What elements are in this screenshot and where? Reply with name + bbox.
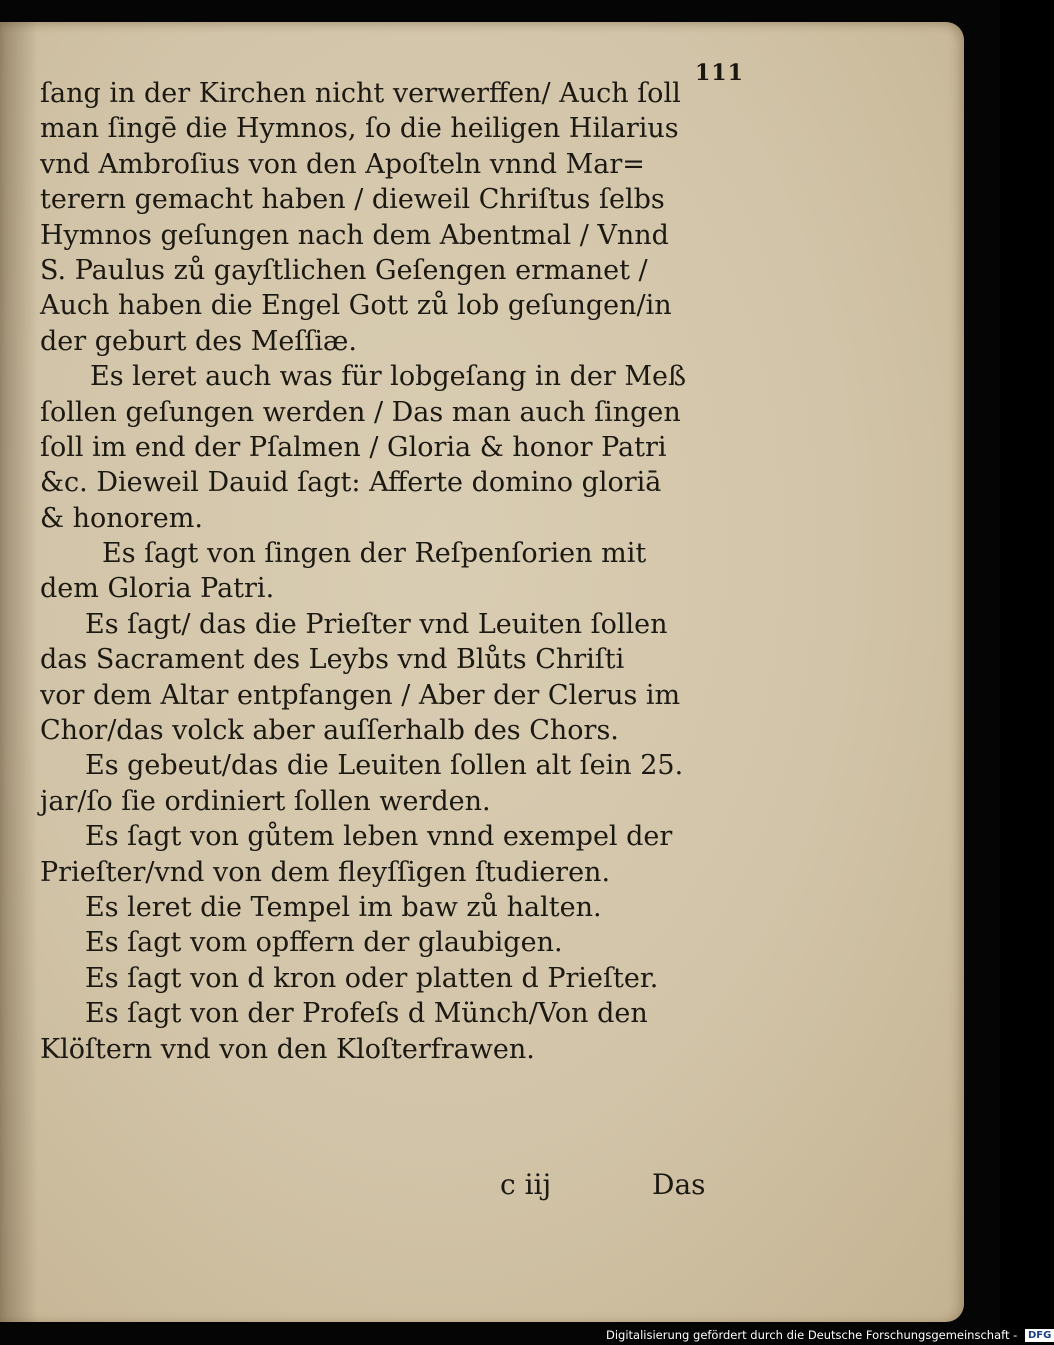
text-line: Hymnos geſungen nach dem Abentmal / Vnnd: [40, 219, 669, 251]
text-line: das Sacrament des Leybs vnd Blůts Chriſti: [40, 644, 625, 676]
dfg-logo: DFG: [1025, 1329, 1054, 1342]
paragraph-start-line: Es ſagt von ſingen der Reſpenſorien mit: [102, 538, 647, 570]
catchword: Das: [652, 1168, 706, 1201]
paragraph-start-line: Es ſagt vom opffern der glaubigen.: [85, 927, 563, 959]
text-line: Prieſter/vnd von dem fleyſſigen ſtudieren.: [40, 856, 611, 888]
signature-mark: c iij: [500, 1168, 552, 1201]
text-line: man ſingē die Hymnos, ſo die heiligen Hilarius: [40, 113, 679, 145]
paragraph-start-line: Es ſagt von der Profeſs d Münch/Von den: [85, 998, 648, 1030]
text-line: S. Paulus zů gayſtlichen Geſengen ermanet /: [40, 254, 648, 286]
paragraph-start-line: Es ſagt von gůtem leben vnnd exempel der: [85, 821, 673, 853]
text-line: dem Gloria Patri.: [40, 573, 275, 605]
text-line: jar/ſo ſie ordiniert ſollen werden.: [40, 785, 491, 817]
paragraph-start-line: Es leret auch was für lobgeſang in der Meß: [90, 361, 686, 393]
text-line: Chor/das volck aber auſſerhalb des Chors.: [40, 715, 619, 747]
text-line: ſoll im end der Pſalmen / Gloria & honor Patri: [40, 431, 667, 463]
text-line: ſollen geſungen werden / Das man auch ſingen: [40, 396, 681, 428]
credit-text: Digitalisierung gefördert durch die Deutsche Forschungsgemeinschaft -: [606, 1328, 1018, 1342]
digitization-credit: [606, 1328, 1054, 1342]
text-line: Auch haben die Engel Gott zů lob geſungen/in: [40, 290, 672, 322]
folio-number: 111: [695, 60, 744, 86]
body-text: [40, 76, 760, 1067]
text-line: terern gemacht haben / dieweil Chriſtus ſelbs: [40, 184, 665, 216]
text-line: vor dem Altar entpfangen / Aber der Clerus im: [40, 679, 681, 711]
text-line: &c. Dieweil Dauid ſagt: Afferte domino gloriā: [40, 467, 662, 499]
text-line: Klöſtern vnd von den Kloſterfrawen.: [40, 1033, 535, 1065]
paragraph-start-line: Es ſagt von d kron oder platten d Prieſter.: [85, 962, 659, 994]
text-line: & honorem.: [40, 502, 203, 534]
page-gutter-shadow: [0, 22, 38, 1322]
paragraph-start-line: Es leret die Tempel im baw zů halten.: [85, 891, 602, 923]
text-line: der geburt des Meſſiæ.: [40, 325, 357, 357]
paragraph-start-line: Es gebeut/das die Leuiten ſollen alt ſein 25.: [85, 750, 684, 782]
text-line: vnd Ambroſius von den Apoſteln vnnd Mar=: [40, 148, 645, 180]
text-line: ſang in der Kirchen nicht verwerffen/ Auch ſoll: [40, 78, 681, 109]
paragraph-start-line: Es ſagt/ das die Prieſter vnd Leuiten ſollen: [85, 608, 668, 640]
